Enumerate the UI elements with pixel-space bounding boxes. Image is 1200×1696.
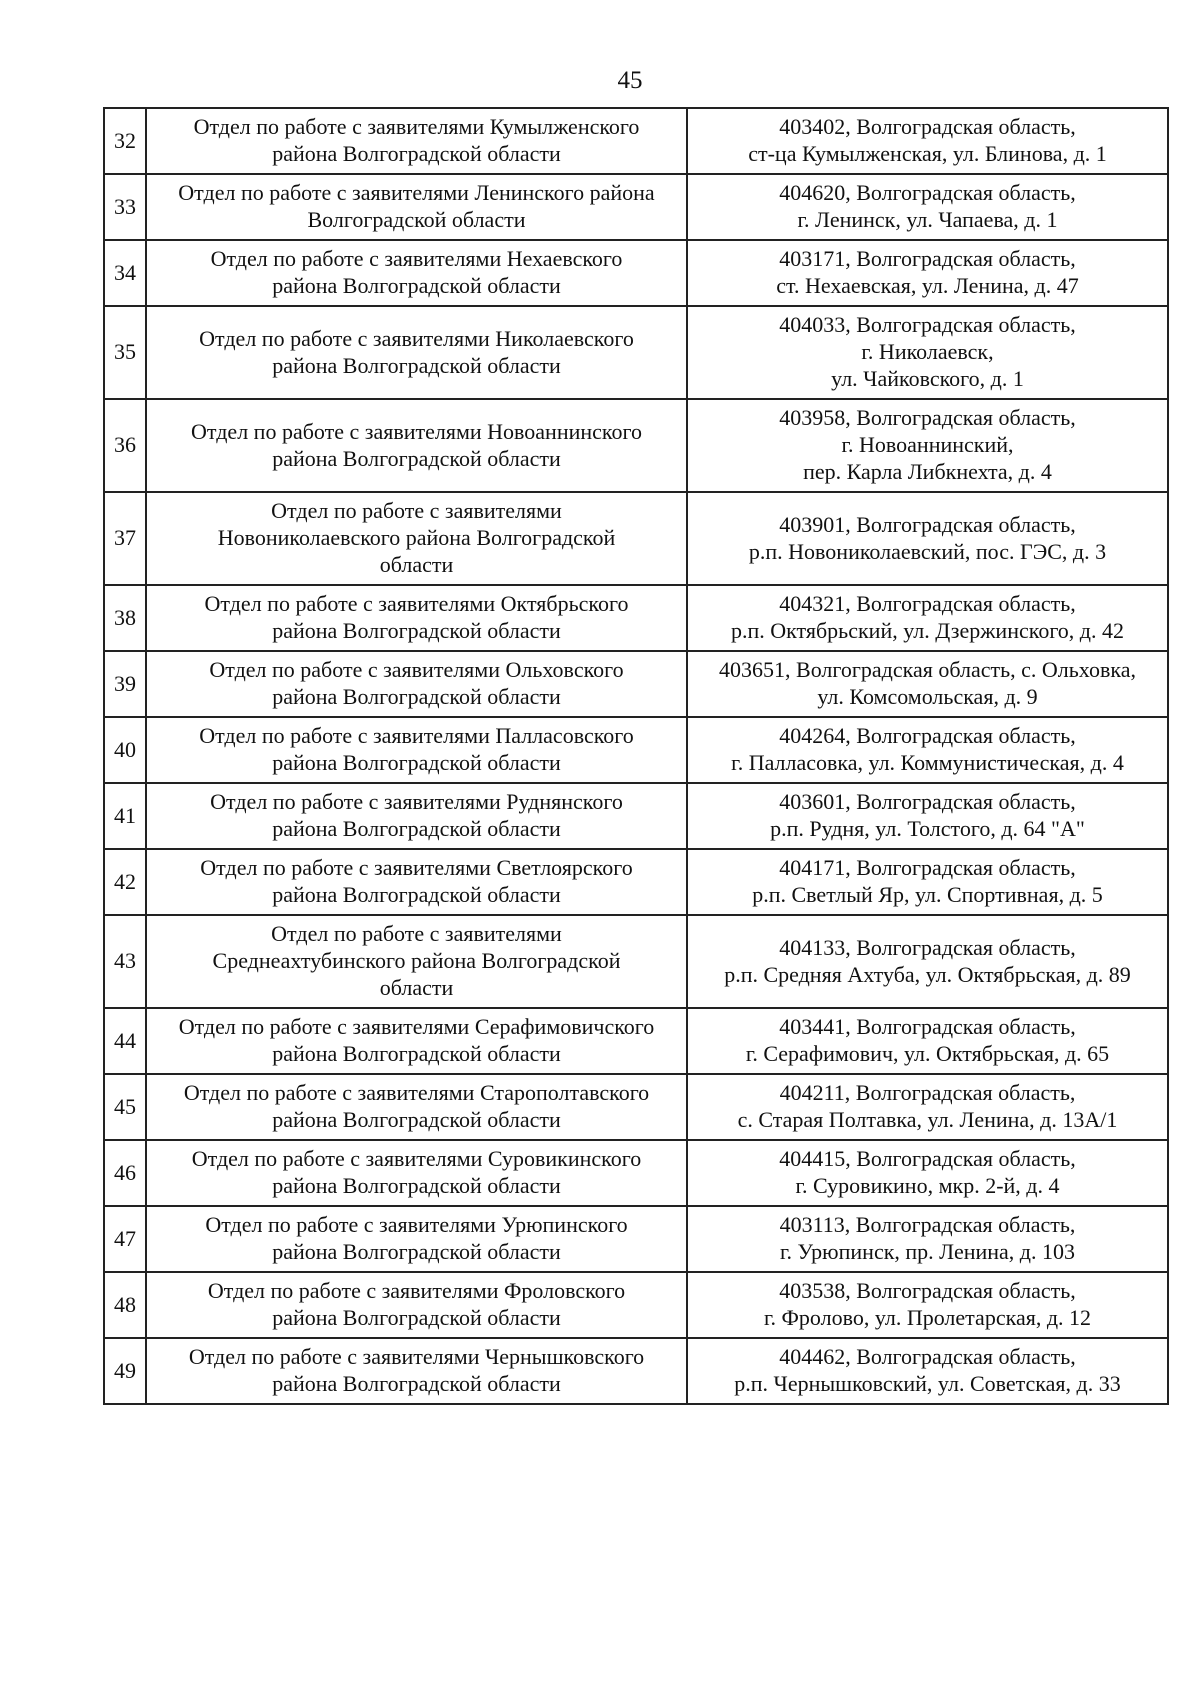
row-number-cell: 47	[104, 1206, 146, 1272]
table-row	[104, 651, 1168, 717]
address-cell: 404133, Волгоградская область, р.п. Средняя Ахтуба, ул. Октябрьская, д. 89	[687, 915, 1168, 1008]
row-number-cell: 37	[104, 492, 146, 585]
table-row	[104, 915, 1168, 1008]
table-row	[104, 306, 1168, 399]
row-number-cell: 45	[104, 1074, 146, 1140]
department-name-cell: Отдел по работе с заявителями Урюпинского района Волгоградской области	[146, 1206, 687, 1272]
table-row	[104, 783, 1168, 849]
table-row	[104, 1272, 1168, 1338]
page-number: 45	[617, 67, 643, 94]
department-name-cell: Отдел по работе с заявителями Октябрьского района Волгоградской области	[146, 585, 687, 651]
row-number-cell: 48	[104, 1272, 146, 1338]
row-number-cell: 43	[104, 915, 146, 1008]
row-number-cell: 33	[104, 174, 146, 240]
table-row	[104, 585, 1168, 651]
department-name-cell: Отдел по работе с заявителями Кумылженского района Волгоградской области	[146, 108, 687, 174]
address-cell: 403651, Волгоградская область, с. Ольховка, ул. Комсомольская, д. 9	[687, 651, 1168, 717]
row-number-cell: 40	[104, 717, 146, 783]
address-cell: 404462, Волгоградская область, р.п. Чернышковский, ул. Советская, д. 33	[687, 1338, 1168, 1404]
address-cell: 404620, Волгоградская область, г. Ленинск, ул. Чапаева, д. 1	[687, 174, 1168, 240]
row-number-cell: 39	[104, 651, 146, 717]
address-cell: 404321, Волгоградская область, р.п. Октябрьский, ул. Дзержинского, д. 42	[687, 585, 1168, 651]
address-cell: 404211, Волгоградская область, с. Старая Полтавка, ул. Ленина, д. 13А/1	[687, 1074, 1168, 1140]
department-name-cell: Отдел по работе с заявителями Светлоярского района Волгоградской области	[146, 849, 687, 915]
table-row	[104, 1140, 1168, 1206]
department-name-cell: Отдел по работе с заявителями Новониколаевского района Волгоградской области	[146, 492, 687, 585]
table-row	[104, 1008, 1168, 1074]
table-row	[104, 492, 1168, 585]
address-cell: 403113, Волгоградская область, г. Урюпинск, пр. Ленина, д. 103	[687, 1206, 1168, 1272]
department-name-cell: Отдел по работе с заявителями Чернышковского района Волгоградской области	[146, 1338, 687, 1404]
department-name-cell: Отдел по работе с заявителями Нехаевского района Волгоградской области	[146, 240, 687, 306]
department-name-cell: Отдел по работе с заявителями Серафимовичского района Волгоградской области	[146, 1008, 687, 1074]
address-cell: 403901, Волгоградская область, р.п. Новониколаевский, пос. ГЭС, д. 3	[687, 492, 1168, 585]
table-row	[104, 174, 1168, 240]
address-cell: 404415, Волгоградская область, г. Суровикино, мкр. 2-й, д. 4	[687, 1140, 1168, 1206]
address-cell: 404171, Волгоградская область, р.п. Светлый Яр, ул. Спортивная, д. 5	[687, 849, 1168, 915]
table-row	[104, 1074, 1168, 1140]
row-number-cell: 36	[104, 399, 146, 492]
department-name-cell: Отдел по работе с заявителями Суровикинского района Волгоградской области	[146, 1140, 687, 1206]
table-row	[104, 1338, 1168, 1404]
row-number-cell: 46	[104, 1140, 146, 1206]
row-number-cell: 32	[104, 108, 146, 174]
department-name-cell: Отдел по работе с заявителями Ольховского района Волгоградской области	[146, 651, 687, 717]
table-row	[104, 108, 1168, 174]
row-number-cell: 38	[104, 585, 146, 651]
address-cell: 404033, Волгоградская область, г. Николаевск, ул. Чайковского, д. 1	[687, 306, 1168, 399]
department-name-cell: Отдел по работе с заявителями Новоаннинского района Волгоградской области	[146, 399, 687, 492]
address-cell: 403402, Волгоградская область, ст-ца Кумылженская, ул. Блинова, д. 1	[687, 108, 1168, 174]
row-number-cell: 44	[104, 1008, 146, 1074]
table-row	[104, 399, 1168, 492]
row-number-cell: 41	[104, 783, 146, 849]
address-cell: 403538, Волгоградская область, г. Фролово, ул. Пролетарская, д. 12	[687, 1272, 1168, 1338]
table-row	[104, 717, 1168, 783]
row-number-cell: 42	[104, 849, 146, 915]
address-cell: 403441, Волгоградская область, г. Серафимович, ул. Октябрьская, д. 65	[687, 1008, 1168, 1074]
table-row	[104, 1206, 1168, 1272]
department-name-cell: Отдел по работе с заявителями Ленинского района Волгоградской области	[146, 174, 687, 240]
table-body	[104, 108, 1168, 1404]
table-row	[104, 849, 1168, 915]
address-cell: 403171, Волгоградская область, ст. Нехаевская, ул. Ленина, д. 47	[687, 240, 1168, 306]
department-name-cell: Отдел по работе с заявителями Старополтавского района Волгоградской области	[146, 1074, 687, 1140]
address-cell: 403958, Волгоградская область, г. Новоаннинский, пер. Карла Либкнехта, д. 4	[687, 399, 1168, 492]
row-number-cell: 35	[104, 306, 146, 399]
address-cell: 404264, Волгоградская область, г. Палласовка, ул. Коммунистическая, д. 4	[687, 717, 1168, 783]
department-name-cell: Отдел по работе с заявителями Николаевского района Волгоградской области	[146, 306, 687, 399]
department-name-cell: Отдел по работе с заявителями Палласовского района Волгоградской области	[146, 717, 687, 783]
departments-table	[103, 107, 1169, 1405]
row-number-cell: 49	[104, 1338, 146, 1404]
address-cell: 403601, Волгоградская область, р.п. Рудня, ул. Толстого, д. 64 "А"	[687, 783, 1168, 849]
department-name-cell: Отдел по работе с заявителями Среднеахтубинского района Волгоградской области	[146, 915, 687, 1008]
table-row	[104, 240, 1168, 306]
department-name-cell: Отдел по работе с заявителями Руднянского района Волгоградской области	[146, 783, 687, 849]
row-number-cell: 34	[104, 240, 146, 306]
department-name-cell: Отдел по работе с заявителями Фроловского района Волгоградской области	[146, 1272, 687, 1338]
